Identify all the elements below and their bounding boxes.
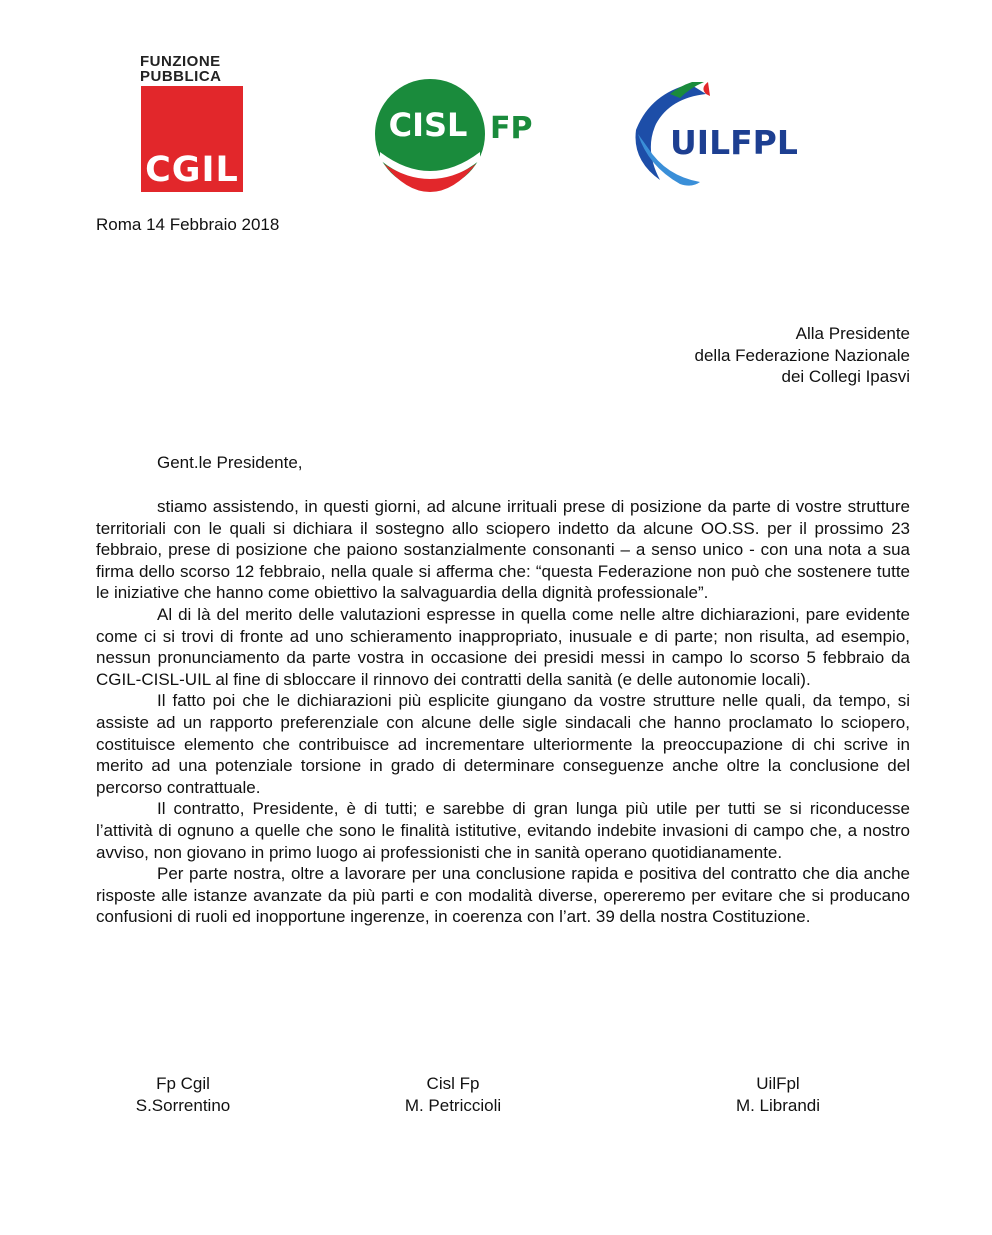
uil-logo-name: UILFPL xyxy=(670,123,798,162)
recipient-line: dei Collegi Ipasvi xyxy=(781,367,910,386)
body-paragraph: Il fatto poi che le dichiarazioni più esplicite giungano da vostre strutture nelle quali, da tempo, si assiste ad un rapporto preferenziale con alcune delle sigle sindacali che hanno proclamato lo sciopero, costituisce elemento che contribuisce ad incrementare ulteriormente la preoccupazione di chi scrive in merito ad una potenziale torsione in grado di determinare conseguenze anche oltre la conclusione del percorso contrattuale. xyxy=(96,691,910,797)
cgil-logo xyxy=(141,86,243,192)
body-paragraph: Al di là del merito delle valutazioni espresse in quella come nelle altre dichiarazioni, pare evidente come ci si trovi di fronte ad uno schieramento inappropriato, inusuale e di parte; non risulta, ad esempio, nessun pronunciamento da parte vostra in occasione dei presidi messi in campo lo scorso 5 febbraio da CGIL-CISL-UIL al fine di sbloccare il rinnovo dei contratti della sanità (e delle autonomie locali). xyxy=(96,604,910,689)
signature-org: Cisl Fp xyxy=(426,1074,480,1093)
signature-name: M. Petriccioli xyxy=(404,1096,502,1115)
signature-cisl-fp xyxy=(378,1073,528,1117)
recipient-line: Alla Presidente xyxy=(795,324,910,343)
letter-date: Roma 14 Febbraio 2018 xyxy=(96,215,280,234)
cgil-logo-name: CGIL xyxy=(145,150,239,190)
cisl-logo xyxy=(374,78,486,192)
recipient-address xyxy=(695,323,910,388)
cgil-logo-header-text: FUNZIONE PUBBLICA xyxy=(140,53,222,85)
body-paragraph: Per parte nostra, oltre a lavorare per una conclusione rapida e positiva del contratto che dia anche risposte alle istanze avanzate da più parti e con modalità diverse, opereremo per evitare che si producano confusioni di ruoli ed inopportune ingerenze, in coerenza con l’art. 39 della nostra Costituzione. xyxy=(96,864,910,927)
signature-name: M. Librandi xyxy=(735,1096,821,1115)
body-paragraph: Il contratto, Presidente, è di tutti; e sarebbe di gran lunga più utile per tutti se si riconducesse l’attività di ognuno a quelle che sono le finalità istitutive, evitando indebite invasioni di campo che, a nostro avviso, non giovano in primo luogo ai professionisti che in sanità operano quotidianamente. xyxy=(96,799,910,862)
signature-fp-cgil xyxy=(108,1073,258,1117)
cisl-logo-suffix: FP xyxy=(490,111,533,146)
cisl-logo-name: CISL xyxy=(388,106,468,144)
body-paragraph: stiamo assistendo, in questi giorni, ad alcune irrituali prese di posizione da parte di vostre strutture territoriali con le quali si dichiara il sostegno allo sciopero indetto da alcune OO.SS. per il prossimo 23 febbraio, prese di posizione che paiono sostanzialmente consonanti – a senso unico - con una nota a sua firma dello scorso 12 febbraio, nella quale si afferma che: “questa Federazione non può che sostenere tutte le iniziative che hanno come obiettivo la salvaguardia della dignità professionale”. xyxy=(96,497,910,603)
signature-org: Fp Cgil xyxy=(156,1074,210,1093)
signature-uilfpl xyxy=(703,1073,853,1117)
recipient-line: della Federazione Nazionale xyxy=(694,345,910,365)
greeting: Gent.le Presidente, xyxy=(157,453,303,472)
letter-body xyxy=(96,496,910,928)
signature-name: S.Sorrentino xyxy=(135,1096,231,1115)
signature-org: UilFpl xyxy=(756,1074,800,1093)
